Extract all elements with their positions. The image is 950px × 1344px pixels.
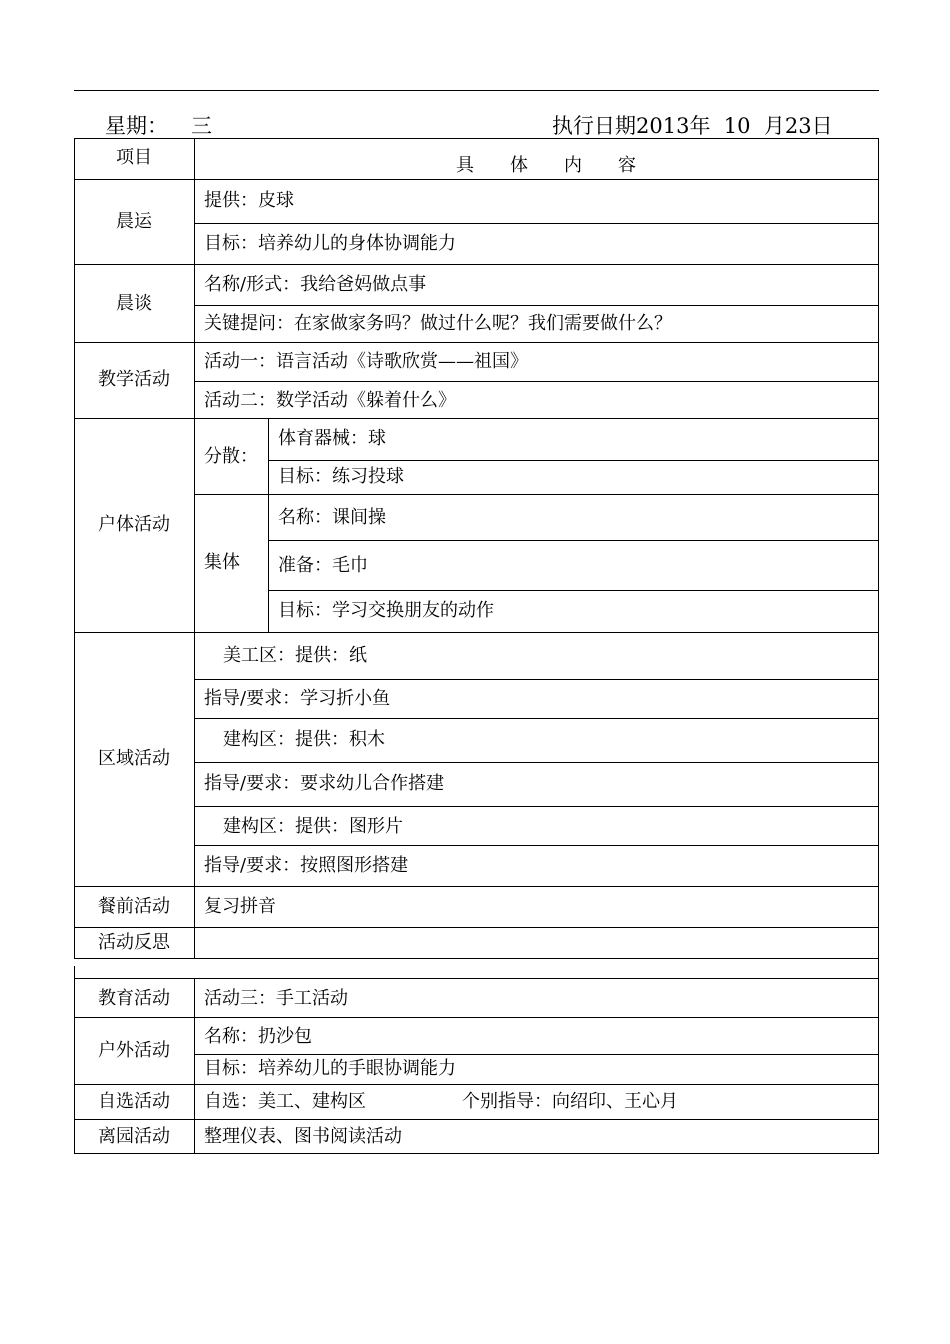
row-line (268, 540, 879, 541)
weekday-label: 星期： (105, 114, 168, 138)
table2-connector (878, 959, 879, 978)
row-line (74, 1084, 879, 1085)
leaving-content: 整理仪表、图书阅读活动 (204, 1126, 402, 1147)
top-rule (74, 90, 879, 91)
art-guide: 指导/要求：学习折小鱼 (204, 688, 391, 709)
free-choice-content: 自选：美工、建构区 (204, 1091, 366, 1112)
pre-meal-label: 餐前活动 (98, 896, 170, 917)
outside-goal: 目标：培养幼儿的手眼协调能力 (204, 1058, 456, 1079)
build2-guide: 指导/要求：按照图形搭建 (204, 855, 409, 876)
row-line (74, 264, 879, 265)
row-line (194, 381, 879, 382)
area-label: 区域活动 (98, 748, 170, 769)
teaching-activity-1: 活动一：语言活动《诗歌欣赏——祖国》 (204, 351, 528, 372)
group-name: 名称：课间操 (278, 507, 386, 528)
teaching-label: 教学活动 (98, 369, 170, 390)
row-line (194, 806, 879, 807)
row-line (194, 845, 879, 846)
build1-guide: 指导/要求：要求幼儿合作搭建 (204, 773, 445, 794)
row-line (194, 762, 879, 763)
morning-talk-label: 晨谈 (116, 293, 152, 314)
morning-exercise-goal: 目标：培养幼儿的身体协调能力 (204, 233, 456, 254)
row-line (74, 179, 879, 180)
row-line (74, 1119, 879, 1120)
weekday-row (105, 110, 266, 140)
individual-guidance: 个别指导：向绍印、王心月 (462, 1091, 678, 1112)
art-provide: 美工区：提供：纸 (223, 645, 367, 666)
row-line (194, 718, 879, 719)
morning-exercise-label: 晨运 (116, 211, 152, 232)
row-line (74, 418, 879, 419)
dispersed-goal: 目标：练习投球 (278, 466, 404, 487)
row-line (194, 223, 879, 224)
row-line (268, 590, 879, 591)
row-line (74, 342, 879, 343)
morning-talk-name: 名称/形式：我给爸妈做点事 (204, 274, 427, 295)
dispersed-label: 分散： (204, 446, 258, 467)
morning-exercise-provide: 提供：皮球 (204, 190, 294, 211)
table2-right-border (878, 978, 879, 1154)
row-line (74, 632, 879, 633)
pre-meal-content: 复习拼音 (204, 896, 276, 917)
row-line (194, 494, 879, 495)
col-item-header: 项目 (116, 147, 152, 168)
group-prep: 准备：毛巾 (278, 555, 368, 576)
table2-column-divider (194, 978, 195, 1154)
row-line (74, 1017, 879, 1018)
group-label: 集体 (204, 552, 240, 573)
row-line (194, 1054, 879, 1055)
row-line (74, 1153, 879, 1154)
education-label: 教育活动 (98, 988, 170, 1009)
row-line (74, 927, 879, 928)
reflection-label: 活动反思 (98, 932, 170, 953)
build1-provide: 建构区：提供：积木 (223, 729, 385, 750)
col-content-header: 具 体 内 容 (456, 155, 636, 176)
outdoor-label: 户体活动 (98, 514, 170, 535)
table2-connector (74, 966, 75, 978)
outside-label: 户外活动 (98, 1040, 170, 1061)
free-choice-label: 自选活动 (98, 1091, 170, 1112)
leaving-label: 离园活动 (98, 1126, 170, 1147)
outdoor-sub-divider (268, 418, 269, 632)
row-line (268, 460, 879, 461)
column-divider (194, 138, 195, 959)
dispersed-equipment: 体育器械：球 (278, 428, 386, 449)
weekday-value: 三 (168, 114, 266, 139)
morning-talk-question: 关键提问：在家做家务吗？做过什么呢？我们需要做什么？ (204, 313, 672, 334)
execution-date: 执行日期2013年 10 月23日 (552, 114, 833, 138)
group-goal: 目标：学习交换朋友的动作 (278, 600, 494, 621)
outside-name: 名称：扔沙包 (204, 1026, 312, 1047)
education-content: 活动三：手工活动 (204, 988, 348, 1009)
row-line (74, 886, 879, 887)
teaching-activity-2: 活动二：数学活动《躲着什么》 (204, 390, 456, 411)
row-line (194, 305, 879, 306)
build2-provide: 建构区：提供：图形片 (223, 816, 403, 837)
row-line (194, 679, 879, 680)
